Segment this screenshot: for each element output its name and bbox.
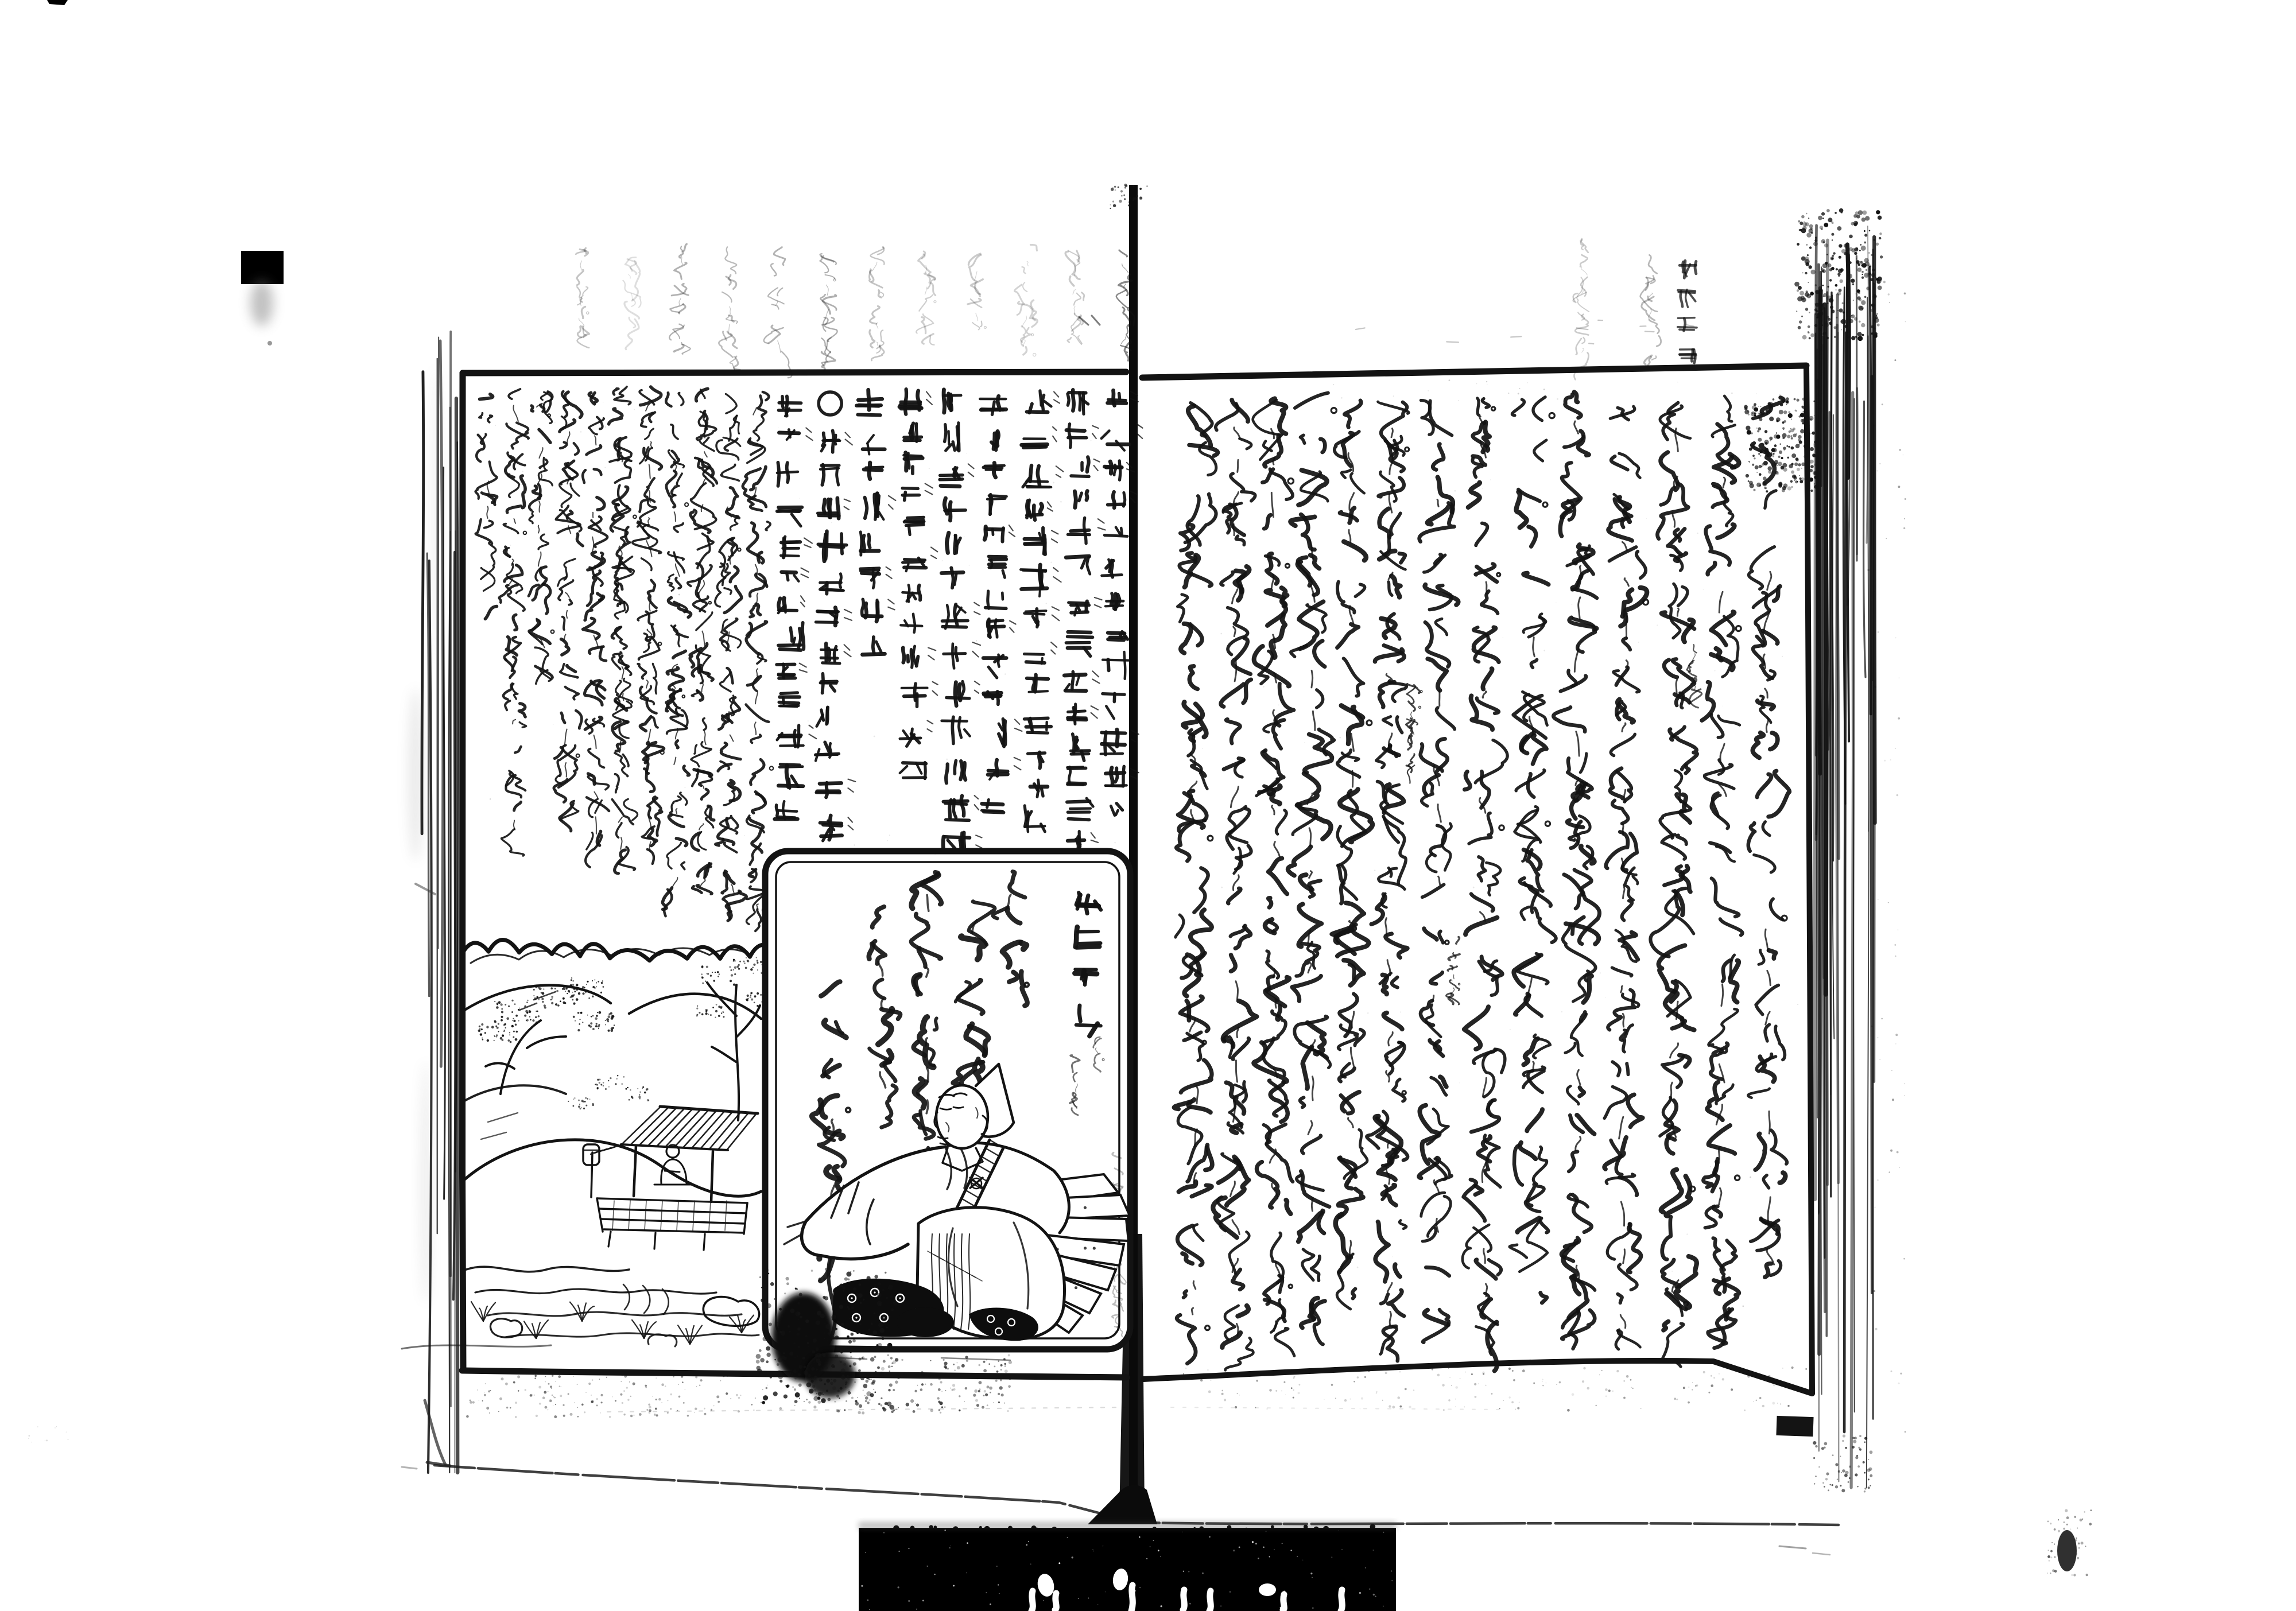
bottom-exposure-bar bbox=[859, 1522, 1396, 1611]
kisen-portrait-panel bbox=[756, 851, 1130, 1414]
